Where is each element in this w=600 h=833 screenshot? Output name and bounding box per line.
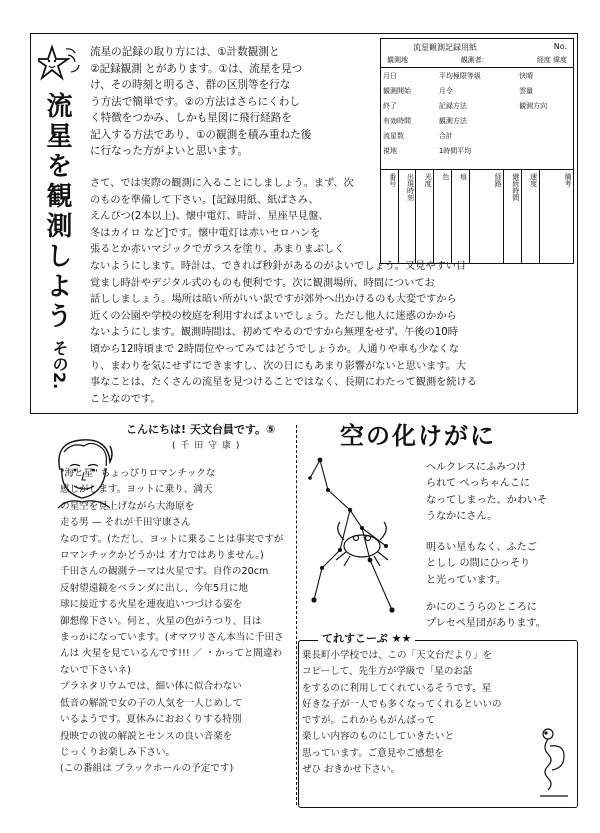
form-column: 経路 <box>470 170 504 263</box>
form-cell: 流星数 <box>383 131 404 140</box>
form-cell: 終了 <box>383 101 397 110</box>
ghost-paragraph-2: 明るい星もなく、ふたご としし の間にひっそり と光っています。 <box>426 542 537 586</box>
form-column: 備考 <box>564 173 573 187</box>
series-subtitle: その2. <box>50 340 69 390</box>
form-column: 痕 <box>452 170 470 263</box>
staff-heading: こんにちは! 天文台員です。⑤ <box>126 423 276 436</box>
form-column: 番号 <box>381 170 399 263</box>
form-column: 光度 <box>416 170 434 263</box>
series-title-column <box>36 40 84 408</box>
form-row <box>381 83 573 98</box>
series-title: 流星を観測しよう <box>42 92 72 332</box>
form-row <box>381 68 573 83</box>
form-observer: 観測者: <box>460 56 485 64</box>
form-cell <box>517 113 573 128</box>
form-cell: 有効時間 <box>383 116 411 125</box>
form-column: 色 <box>434 170 452 263</box>
cancer-constellation-diagram <box>300 450 410 620</box>
form-cell: 平均極限等級 <box>438 71 481 80</box>
form-cell: 観測方法 <box>438 116 467 125</box>
form-cell: 観測開始 <box>383 86 411 95</box>
form-column: 継続時間 <box>504 170 522 263</box>
form-row <box>381 143 573 158</box>
form-cell: 視地 <box>383 146 397 155</box>
bug-telescope-illustration <box>534 726 574 800</box>
telestop-heading: てれすこーぷ ★★ <box>318 630 415 646</box>
form-cell: 快晴 <box>519 71 534 80</box>
form-column: 速度 <box>522 170 540 263</box>
form-longitude-latitude: 経度 緯度 <box>536 56 567 64</box>
form-row <box>381 113 573 128</box>
form-cell: 月令 <box>438 86 453 95</box>
form-cell <box>517 128 573 143</box>
ghost-title: 空の化けがに <box>340 422 496 450</box>
column-divider <box>296 425 297 805</box>
telestop-text: 乗長町小学校では、この「天文台だより」を コピーして、先生方が学級で「星のお話 をするのに利用してくれているそうです。星 好きな子が一人でも多くなってくれるといいの ですが。これからもがんばって 楽しい内容のものにしていきたいと 思っています。ご意見やご感想を ぜひ おきかせ下さい。 <box>302 650 502 776</box>
form-column: 出現時刻 <box>399 170 417 263</box>
form-cell <box>517 143 573 158</box>
form-cell: 1時間平均 <box>438 146 472 155</box>
staff-profile-text: "海と星" ちょっぴりロマンチックな 感じがします。ヨットに乗り、満天 の星空を見上げながら大海原を 走る男 — それが千田守康さん なのです。(ただし、ヨットに乗ることは事実ですが ロマンチックかどうかは 才力ではありません。) 千田さんの観測テーマは火星です。自作の20cm 反射望遠鏡をベランダに出し、今年5月に地 球に接近する火星を連夜追いつづける姿を 御想像下さい。何と、火星の色がうつり、目は まっかになっています。(オマワリさん本当に千田さ んは 火星を見ているんです!!! ／ ・かってと間違わ ないで下さいネ) プラネタリウムでは、細い体に似合わない 低音の解説で女の子の人気を一人じめして いるようです。夏休みにおおくりする特別 投映での彼の解説とセンスの良い音楽を じっくりお楽しみ下さい。 (この番組は ブラックホールの予定です) <box>60 468 284 775</box>
main-paragraph: さて、では実際の観測に入ることにしましょう。まず、次 のものを準備して下さい。[記録用紙、紙ばさみ、 えんぴつ(2本以上)、懐中電灯、時計、星座早見盤、 冬はカイロ など]です。懐中電灯は赤いセロハンを 張るとか赤いマジックでガラスを塗り、あまりまぶしく ないようにします。時計は、できれば秒針があるのがよいでしょう。又見やすい目 覚まし時計やデジタル式のものも便利です。次に観測場所、時間についてお 話ししましょう。場所は暗い所がいい訳ですが郊外へ出かけるのも大変ですから 近くの公園や学校の校庭を利用すればよいでしょう。ただし他人に迷惑のかから ないようにします。観測時間は、初めてやるのですから無理をせず、午後の10時 頃から12時頃まで 2時間位やってみてはどうでしょうか。人通りや車も少なくな り、まわりを気にせずにできますし、次の日にもあまり影響がないと思います。大 事なことは、たくさんの流星を見つけることではなく、長期にわたって観測を続ける ことなのです。 <box>90 178 477 405</box>
form-no-label: No. <box>553 42 567 51</box>
form-title: 流星観測記録用紙 <box>413 43 477 52</box>
staff-name: ( 千 田 守 康 ) <box>172 441 241 451</box>
star-face-icon <box>38 44 82 84</box>
form-cell: 観測方向 <box>519 101 548 110</box>
ghost-paragraph-1: ヘルクレスにふみつけ られて ぺっちゃんこに なってしまった、かわいそ うなかにさん。 <box>426 462 548 522</box>
form-fields-table <box>381 68 573 158</box>
form-cell: 月日 <box>383 71 397 80</box>
form-row <box>381 128 573 143</box>
form-cell: 雲量 <box>519 86 534 95</box>
form-cell: 合計 <box>438 131 453 140</box>
form-observation-site: 観測地 <box>387 56 408 64</box>
form-row <box>381 98 573 113</box>
ghost-paragraph-3: かにのこうらのところに プレセペ星団があります。 <box>426 602 546 630</box>
form-cell: 記録方法 <box>438 101 467 110</box>
intro-paragraph: 流星の記録の取り方には、①計数観測と ②記録観測 とがあります。①は、流星を見つ け、その時刻と明るさ、群の区別等を行な う方法で簡単です。②の方法はさらにくわし く特徴をつかみ、しかも星図に飛行経路を 記入する方法であり、①の観測を積み重ねた後 に行なった方がよいと思います。 <box>90 46 312 157</box>
